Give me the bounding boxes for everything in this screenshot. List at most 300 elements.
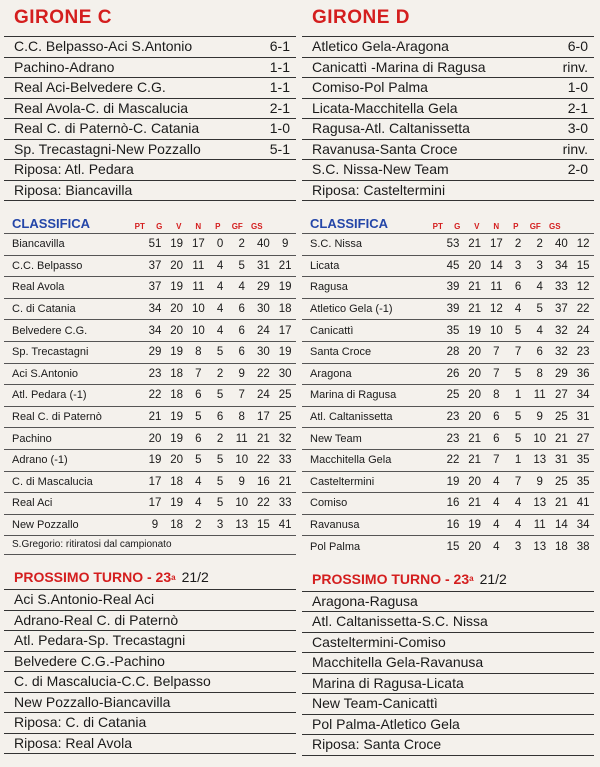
match-score: 1-1	[269, 79, 290, 95]
team-stat: 0	[209, 234, 231, 256]
next-round-header	[302, 567, 594, 591]
team-name: Adrano (-1)	[4, 449, 144, 471]
team-stat: 12	[572, 234, 594, 256]
team-stat: 29	[144, 341, 166, 363]
team-stat: 8	[486, 385, 508, 407]
fixture-name: Riposa: Real Avola	[14, 734, 133, 751]
team-name: Atl. Caltanissetta	[302, 406, 442, 428]
standings-title: CLASSIFICA	[310, 216, 388, 231]
team-name: Canicattì	[302, 320, 442, 342]
team-stat: 2	[529, 234, 551, 256]
team-name: Marina di Ragusa	[302, 385, 442, 407]
team-stat: 17	[274, 320, 296, 342]
team-stat: 34	[144, 320, 166, 342]
team-stat: 22	[442, 449, 464, 471]
standings-row	[4, 493, 296, 515]
team-stat: 5	[188, 449, 210, 471]
team-stat: 16	[253, 471, 275, 493]
team-stat: 31	[572, 406, 594, 428]
team-stat: 15	[253, 514, 275, 535]
result-row	[302, 77, 594, 98]
standings-table	[4, 233, 296, 535]
team-stat: 5	[507, 320, 529, 342]
match-name: Licata-Macchitella Gela	[312, 99, 458, 116]
team-stat: 20	[464, 385, 486, 407]
team-stat: 13	[529, 536, 551, 557]
result-row	[302, 139, 594, 160]
team-stat: 22	[144, 385, 166, 407]
team-stat: 25	[274, 406, 296, 428]
fixture-name: Marina di Ragusa-Licata	[312, 674, 464, 691]
team-stat: 10	[188, 298, 210, 320]
standings-row	[302, 536, 594, 557]
team-stat: 31	[551, 449, 573, 471]
fixture-name: New Pozzallo-Biancavilla	[14, 693, 171, 710]
team-name: Belvedere C.G.	[4, 320, 144, 342]
team-stat: 39	[442, 298, 464, 320]
team-stat: 21	[144, 406, 166, 428]
team-stat: 5	[209, 385, 231, 407]
result-row	[4, 118, 296, 139]
team-stat: 21	[551, 428, 573, 450]
team-stat: 7	[486, 341, 508, 363]
standings-row	[4, 449, 296, 471]
standings-row	[4, 406, 296, 428]
team-stat: 18	[551, 536, 573, 557]
team-name: C.C. Belpasso	[4, 255, 144, 277]
team-stat: 3	[507, 255, 529, 277]
team-stat: 4	[507, 298, 529, 320]
team-stat: 9	[274, 234, 296, 256]
next-round-date: 21/2	[181, 569, 209, 586]
standings-row	[4, 341, 296, 363]
team-stat: 20	[464, 406, 486, 428]
team-stat: 34	[572, 514, 594, 536]
team-stat: 25	[551, 406, 573, 428]
fixture-row	[4, 589, 296, 610]
team-name: Atl. Pedara (-1)	[4, 385, 144, 407]
next-round-header	[4, 565, 296, 589]
team-stat: 20	[166, 320, 188, 342]
team-name: C. di Mascalucia	[4, 471, 144, 493]
team-name: Aragona	[302, 363, 442, 385]
team-stat: 8	[529, 363, 551, 385]
team-stat: 5	[209, 449, 231, 471]
standings-header	[4, 209, 296, 231]
standings-row	[302, 471, 594, 493]
fixture-row	[302, 714, 594, 735]
team-stat: 6	[231, 320, 253, 342]
next-round-date: 21/2	[479, 570, 507, 587]
team-stat: 4	[486, 471, 508, 493]
fixture-row	[302, 673, 594, 694]
team-stat: 5	[188, 406, 210, 428]
team-stat: 6	[529, 341, 551, 363]
team-stat: 8	[188, 341, 210, 363]
standings-row	[302, 406, 594, 428]
fixture-name: Riposa: C. di Catania	[14, 714, 147, 731]
team-name: S.C. Nissa	[302, 234, 442, 256]
match-score: 2-1	[269, 99, 290, 116]
match-score	[250, 160, 290, 180]
team-stat: 19	[166, 406, 188, 428]
team-stat: 29	[551, 363, 573, 385]
team-stat: 33	[551, 277, 573, 299]
team-stat: 19	[166, 428, 188, 450]
team-stat: 5	[507, 428, 529, 450]
fixture-name: Aragona-Ragusa	[312, 592, 418, 609]
fixture-name: Riposa: Santa Croce	[312, 736, 442, 753]
match-score: 1-0	[567, 79, 588, 95]
team-stat: 19	[464, 320, 486, 342]
team-stat: 31	[253, 255, 275, 277]
standings-row	[4, 255, 296, 277]
standings-row	[4, 298, 296, 320]
team-stat: 6	[188, 428, 210, 450]
team-stat: 20	[464, 536, 486, 557]
team-stat: 45	[442, 255, 464, 277]
team-stat: 20	[166, 449, 188, 471]
team-stat: 7	[486, 363, 508, 385]
team-stat: 4	[507, 493, 529, 515]
standings-row	[302, 449, 594, 471]
match-score: 1-1	[269, 58, 290, 75]
team-stat: 19	[166, 341, 188, 363]
team-stat: 4	[507, 514, 529, 536]
team-stat: 9	[529, 471, 551, 493]
team-stat: 4	[188, 471, 210, 493]
result-row	[4, 180, 296, 202]
standings-column-header: PT	[432, 222, 443, 231]
team-stat: 30	[253, 298, 275, 320]
team-stat: 9	[231, 363, 253, 385]
team-stat: 6	[486, 428, 508, 450]
team-stat: 21	[464, 493, 486, 515]
team-stat: 35	[442, 320, 464, 342]
team-stat: 12	[486, 298, 508, 320]
team-stat: 27	[572, 428, 594, 450]
team-stat: 21	[464, 298, 486, 320]
team-stat: 18	[166, 471, 188, 493]
standings-row	[302, 363, 594, 385]
team-stat: 20	[464, 363, 486, 385]
team-name: Real Avola	[4, 277, 144, 299]
team-stat: 9	[529, 406, 551, 428]
group-title: GIRONE C	[14, 7, 112, 28]
team-name: C. di Catania	[4, 298, 144, 320]
fixture-row	[302, 693, 594, 714]
team-stat: 17	[188, 234, 210, 256]
standings-column-header: GF	[231, 222, 243, 231]
standings-title: CLASSIFICA	[12, 216, 90, 231]
standings-note: S.Gregorio: ritiratosi dal campionato	[4, 535, 296, 555]
team-stat: 20	[464, 255, 486, 277]
team-stat: 30	[274, 363, 296, 385]
standings-column-header: G	[454, 222, 461, 231]
standings-row	[4, 471, 296, 493]
team-stat: 10	[231, 449, 253, 471]
match-name: Riposa: Atl. Pedara	[14, 161, 134, 177]
team-stat: 2	[188, 514, 210, 535]
team-stat: 15	[442, 536, 464, 557]
result-row	[302, 98, 594, 119]
next-round-list	[4, 589, 296, 754]
team-stat: 33	[274, 493, 296, 515]
team-stat: 23	[572, 341, 594, 363]
fixture-name: Atl. Pedara-Sp. Trecastagni	[14, 632, 186, 649]
team-stat: 4	[231, 277, 253, 299]
team-stat: 9	[144, 514, 166, 535]
team-stat: 6	[507, 277, 529, 299]
group-title: GIRONE D	[312, 7, 410, 28]
match-name: Ravanusa-Santa Croce	[312, 140, 458, 157]
result-row	[302, 36, 594, 57]
team-name: Atletico Gela (-1)	[302, 298, 442, 320]
team-stat: 21	[253, 428, 275, 450]
team-stat: 14	[551, 514, 573, 536]
team-stat: 16	[442, 514, 464, 536]
match-name: Riposa: Biancavilla	[14, 181, 133, 198]
team-name: Aci S.Antonio	[4, 363, 144, 385]
team-stat: 21	[274, 471, 296, 493]
team-stat: 11	[188, 255, 210, 277]
match-name: Atletico Gela-Aragona	[312, 38, 449, 54]
girone-d-column	[302, 0, 594, 767]
team-stat: 21	[464, 234, 486, 256]
next-round-list	[302, 591, 594, 756]
team-stat: 4	[486, 493, 508, 515]
team-stat: 5	[209, 471, 231, 493]
standings-row	[4, 363, 296, 385]
fixture-row	[4, 733, 296, 755]
team-stat: 18	[166, 385, 188, 407]
team-stat: 3	[209, 514, 231, 535]
team-stat: 35	[572, 471, 594, 493]
next-round-sup: a	[171, 572, 176, 582]
team-stat: 18	[274, 298, 296, 320]
standings-row	[302, 255, 594, 277]
fixture-row	[302, 611, 594, 632]
match-score	[548, 181, 588, 201]
standings-row	[302, 428, 594, 450]
team-stat: 9	[231, 471, 253, 493]
team-stat: 2	[209, 428, 231, 450]
match-name: Real C. di Paternò-C. Catania	[14, 120, 200, 136]
match-score: rinv.	[562, 58, 588, 75]
team-stat: 21	[551, 493, 573, 515]
team-stat: 19	[166, 493, 188, 515]
team-stat: 40	[253, 234, 275, 256]
team-stat: 30	[253, 341, 275, 363]
results-list	[4, 36, 296, 201]
team-stat: 24	[253, 320, 275, 342]
team-name: Santa Croce	[302, 341, 442, 363]
standings-row	[302, 277, 594, 299]
team-stat: 3	[529, 255, 551, 277]
team-stat: 19	[144, 449, 166, 471]
fixture-name: Aci S.Antonio-Real Aci	[14, 591, 155, 608]
team-name: Ragusa	[302, 277, 442, 299]
standings-column-header: GS	[548, 222, 561, 231]
team-stat: 32	[551, 320, 573, 342]
team-stat: 4	[209, 255, 231, 277]
team-stat: 34	[144, 298, 166, 320]
team-stat: 11	[486, 277, 508, 299]
fixture-name: C. di Mascalucia-C.C. Belpasso	[14, 673, 211, 690]
team-stat: 41	[572, 493, 594, 515]
team-name: Sp. Trecastagni	[4, 341, 144, 363]
team-stat: 32	[274, 428, 296, 450]
standings-row	[4, 320, 296, 342]
fixture-row	[4, 712, 296, 733]
results-list	[302, 36, 594, 201]
team-stat: 5	[507, 406, 529, 428]
fixture-name: Casteltermini-Comiso	[312, 633, 446, 650]
team-stat: 10	[188, 320, 210, 342]
team-stat: 25	[274, 385, 296, 407]
team-stat: 1	[507, 385, 529, 407]
team-stat: 18	[166, 514, 188, 535]
team-stat: 1	[507, 449, 529, 471]
team-stat: 26	[442, 363, 464, 385]
team-stat: 19	[166, 277, 188, 299]
team-stat: 17	[486, 234, 508, 256]
team-stat: 8	[231, 406, 253, 428]
result-row	[302, 118, 594, 139]
team-stat: 39	[442, 277, 464, 299]
team-stat: 6	[486, 406, 508, 428]
team-stat: 37	[144, 277, 166, 299]
team-stat: 7	[486, 449, 508, 471]
team-stat: 11	[231, 428, 253, 450]
team-stat: 20	[464, 341, 486, 363]
team-stat: 33	[274, 449, 296, 471]
standings-column-header: P	[513, 222, 519, 231]
standings-column-header: V	[176, 222, 182, 231]
team-stat: 22	[572, 298, 594, 320]
team-stat: 38	[572, 536, 594, 557]
team-stat: 21	[464, 277, 486, 299]
team-name: Macchitella Gela	[302, 449, 442, 471]
team-name: Comiso	[302, 493, 442, 515]
fixture-row	[4, 692, 296, 713]
standings-column-header: P	[215, 222, 221, 231]
team-stat: 4	[209, 298, 231, 320]
team-stat: 7	[507, 341, 529, 363]
standings-table	[302, 233, 594, 557]
team-stat: 53	[442, 234, 464, 256]
fixture-row	[302, 734, 594, 756]
team-stat: 21	[274, 255, 296, 277]
standings-row	[4, 514, 296, 535]
team-stat: 10	[486, 320, 508, 342]
team-name: New Pozzallo	[4, 514, 144, 535]
team-stat: 22	[253, 449, 275, 471]
result-row	[302, 180, 594, 202]
match-name: Ragusa-Atl. Caltanissetta	[312, 120, 470, 136]
team-stat: 17	[144, 471, 166, 493]
team-stat: 25	[551, 471, 573, 493]
team-stat: 4	[486, 536, 508, 557]
match-score: 5-1	[269, 140, 290, 157]
next-round-sup: a	[469, 574, 474, 584]
team-stat: 20	[464, 471, 486, 493]
team-stat: 4	[529, 320, 551, 342]
team-name: Casteltermini	[302, 471, 442, 493]
match-name: Canicattì -Marina di Ragusa	[312, 58, 486, 75]
team-name: Biancavilla	[4, 234, 144, 256]
match-score: 3-0	[567, 120, 588, 136]
team-stat: 18	[166, 363, 188, 385]
result-row	[4, 36, 296, 57]
team-stat: 4	[188, 493, 210, 515]
fixture-name: New Team-Canicattì	[312, 695, 438, 712]
team-stat: 5	[529, 298, 551, 320]
result-row	[4, 139, 296, 160]
team-stat: 32	[551, 341, 573, 363]
fixture-name: Atl. Caltanissetta-S.C. Nissa	[312, 613, 488, 630]
next-round-title: PROSSIMO TURNO - 23	[312, 570, 470, 587]
standings-header	[302, 209, 594, 231]
team-name: Real Aci	[4, 493, 144, 515]
fixture-name: Pol Palma-Atletico Gela	[312, 715, 460, 732]
team-stat: 41	[274, 514, 296, 535]
match-score: 2-1	[567, 99, 588, 116]
match-name: C.C. Belpasso-Aci S.Antonio	[14, 38, 193, 54]
team-stat: 36	[572, 363, 594, 385]
standings-row	[302, 385, 594, 407]
match-name: Real Avola-C. di Mascalucia	[14, 99, 189, 116]
team-stat: 5	[231, 255, 253, 277]
team-stat: 34	[572, 385, 594, 407]
team-stat: 5	[209, 341, 231, 363]
team-stat: 13	[231, 514, 253, 535]
match-name: Sp. Trecastagni-New Pozzallo	[14, 140, 201, 157]
match-name: Pachino-Adrano	[14, 58, 115, 75]
team-name: Pachino	[4, 428, 144, 450]
team-stat: 4	[529, 277, 551, 299]
team-stat: 40	[551, 234, 573, 256]
standings-column-header: GS	[250, 222, 263, 231]
team-stat: 5	[209, 493, 231, 515]
team-name: Licata	[302, 255, 442, 277]
match-score: 6-0	[567, 38, 588, 54]
team-stat: 3	[507, 536, 529, 557]
team-stat: 17	[253, 406, 275, 428]
team-name: Pol Palma	[302, 536, 442, 557]
team-stat: 20	[166, 255, 188, 277]
team-stat: 19	[166, 234, 188, 256]
team-stat: 17	[144, 493, 166, 515]
standings-column-header: G	[156, 222, 163, 231]
team-stat: 19	[274, 341, 296, 363]
standings-column-header: PT	[134, 222, 145, 231]
team-stat: 11	[529, 385, 551, 407]
team-stat: 37	[144, 255, 166, 277]
next-round-title: PROSSIMO TURNO - 23	[14, 569, 172, 586]
team-stat: 11	[529, 514, 551, 536]
standings-row	[302, 514, 594, 536]
team-stat: 27	[551, 385, 573, 407]
result-row	[302, 159, 594, 180]
standings-row	[4, 234, 296, 256]
fixture-row	[4, 671, 296, 692]
team-stat: 2	[209, 363, 231, 385]
match-name: Real Aci-Belvedere C.G.	[14, 79, 166, 95]
standings-column-header: GF	[529, 222, 541, 231]
match-score: 2-0	[567, 161, 588, 177]
fixture-row	[302, 652, 594, 673]
